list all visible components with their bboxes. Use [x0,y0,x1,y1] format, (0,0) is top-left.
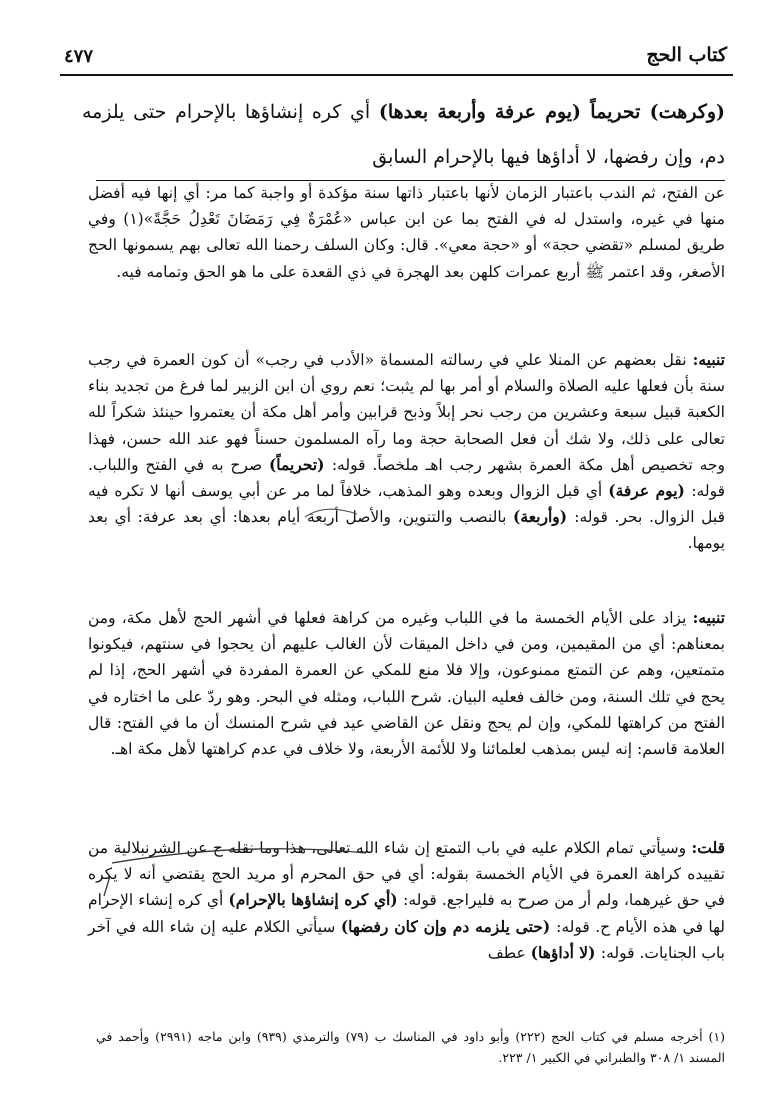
main-text [82,90,725,180]
page-header [60,44,733,76]
commentary-text: بالنصب والتنوين، والأصل أربعة أيام بعدها: أي بعد عرفة: أي بعد يومها. [88,508,725,553]
note-label: تنبيه: [692,350,725,369]
commentary-paragraph-3 [88,605,725,762]
commentary-text: نقل بعضهم عن المنلا علي في رسالته المسماة «الأدب في رجب» أن كون العمرة في رجب سنة بأن فعلها عليه الصلاة والسلام أو أمر بها لم يثبت؛ نعم روي أن ابن الزبير لما فرغ من تجديد بناء الكعبة قبيل سبعة وعشرين من رجب نحر إبلاً وذبح قرابين وأمر أهل مكة أن يعتمروا حينئذ شكراً لله تعالى على ذلك، ولا شك أن فعل الصحابة حجة وما رآه المسلمون حسناً فهو عند الله حسن، فهذا وجه تخصيص أهل مكة العمرة بشهر رجب اهـ ملخصاً. قوله: [88,351,725,474]
main-text-body: أي كره إنشاؤها بالإحرام حتى يلزمه دم، وإن رفضها، لا أداؤها فيها بالإحرام السابق [82,101,725,168]
commentary-text: صرح به في الفتح واللباب. قوله: [88,455,725,501]
commentary-text: عن الفتح، ثم الندب باعتبار الزمان لأنها باعتبار ذاتها سنة مؤكدة أو واجبة كما مر: أي إنها فيه أفضل منها في غيره، واستدل له في الفتح بما عن ابن عباس «عُمْرَةٌ فِي رَمَضَانَ تَعْدِلُ حَجَّةً»(١) وفي طريق لمسلم «تقضي حجة» أو «حجة معي». قال: وكان السلف رحمنا الله تعالى بهم يسمونها الحج الأصغر، وقد اعتمر ﷺ أربع عمرات كلهن بعد الهجرة في ذي القعدة على ما هو الحق وتمامه فيه. [88,184,725,281]
commentary-text: أي قبل الزوال وبعده وهو المذهب، خلافاً لما مر عن أبي يوسف أنها لا تكره فيه قبل الزوال. بحر. قوله: [88,482,726,527]
note-label: قلت: [691,838,725,857]
quoted-term: (لا أداؤها) [530,942,601,962]
commentary-text: يزاد على الأيام الخمسة ما في اللباب وغيره من كراهة فعلها في أشهر الحج لأهل مكة، ومن بمعناهم: أي من المقيمين، ومن في داخل الميقات لأن الغالب عليهم أن يحجوا في سنتهم، فيكونوا متمتعين، وهم عن التمتع ممنوعون، وإلا فلا منع للمكي عن العمرة المفردة في أشهر الحج، إذا لم يحج في تلك السنة، ومن خالف فعليه البيان. شرح اللباب، ومثله في البحر. وهو ردّ على ما اختاره في الفتح من كراهتها للمكي، وإن لم يحج ونقل عن القاضي عيد في شرح المنسك أن ما في الفتح: قال العلامة قاسم: إنه ليس بمذهب لعلمائنا ولا للأئمة الأربعة، ولا خلاف في عدم كراهتها لأهل مكة اهـ. [88,609,725,759]
quoted-term: (تحريماً) [268,454,332,474]
commentary-text: وسيأتي تمام الكلام عليه في باب التمتع إن شاء الله تعالى، هذا وما نقله ح عن الشرنبلالية من تقييده كراهة العمرة في الأيام الخمسة بقوله: أي في حق المحرم أو مريد الحج يقتضي أنه لا يكره في حق غيرهما، ولم أر من صرح به فليراجع. قوله: [88,839,725,910]
book-title: كتاب الحج [646,44,727,66]
commentary-paragraph-4 [88,835,725,966]
footnote [96,1026,725,1068]
quoted-term: (أي كره إنشاؤها بالإحرام) [228,890,404,910]
commentary-text: أي كره إنشاء الإحرام لها في هذه الأيام ح. قوله: [88,891,726,936]
main-text-bold: (وكرهت) تحريماً (يوم عرفة وأربعة بعدها) [378,101,725,123]
note-label: تنبيه: [692,608,725,627]
quoted-term: (يوم عرفة) [608,481,692,501]
page-number: ٤٧٧ [64,46,94,67]
commentary-text: سيأتي الكلام عليه إن شاء الله في آخر باب الجنايات. قوله: [88,917,725,962]
commentary-paragraph-1 [88,180,725,285]
footnote-text: (١) أخرجه مسلم في كتاب الحج (٢٢٢) وأبو داود في المناسك ب (٧٩) والترمذي (٩٣٩) وابن ماجه (٢٩٩١) وأحمد في المسند ١/ ٣٠٨ والطبراني في الكبير ١/ ٢٢٣. [96,1029,725,1065]
quoted-term: (وأربعة) [513,507,575,527]
quoted-term: (حتى يلزمه دم وإن كان رفضها) [340,916,557,936]
commentary-paragraph-2 [88,347,725,557]
commentary-text: عطف [487,943,531,962]
